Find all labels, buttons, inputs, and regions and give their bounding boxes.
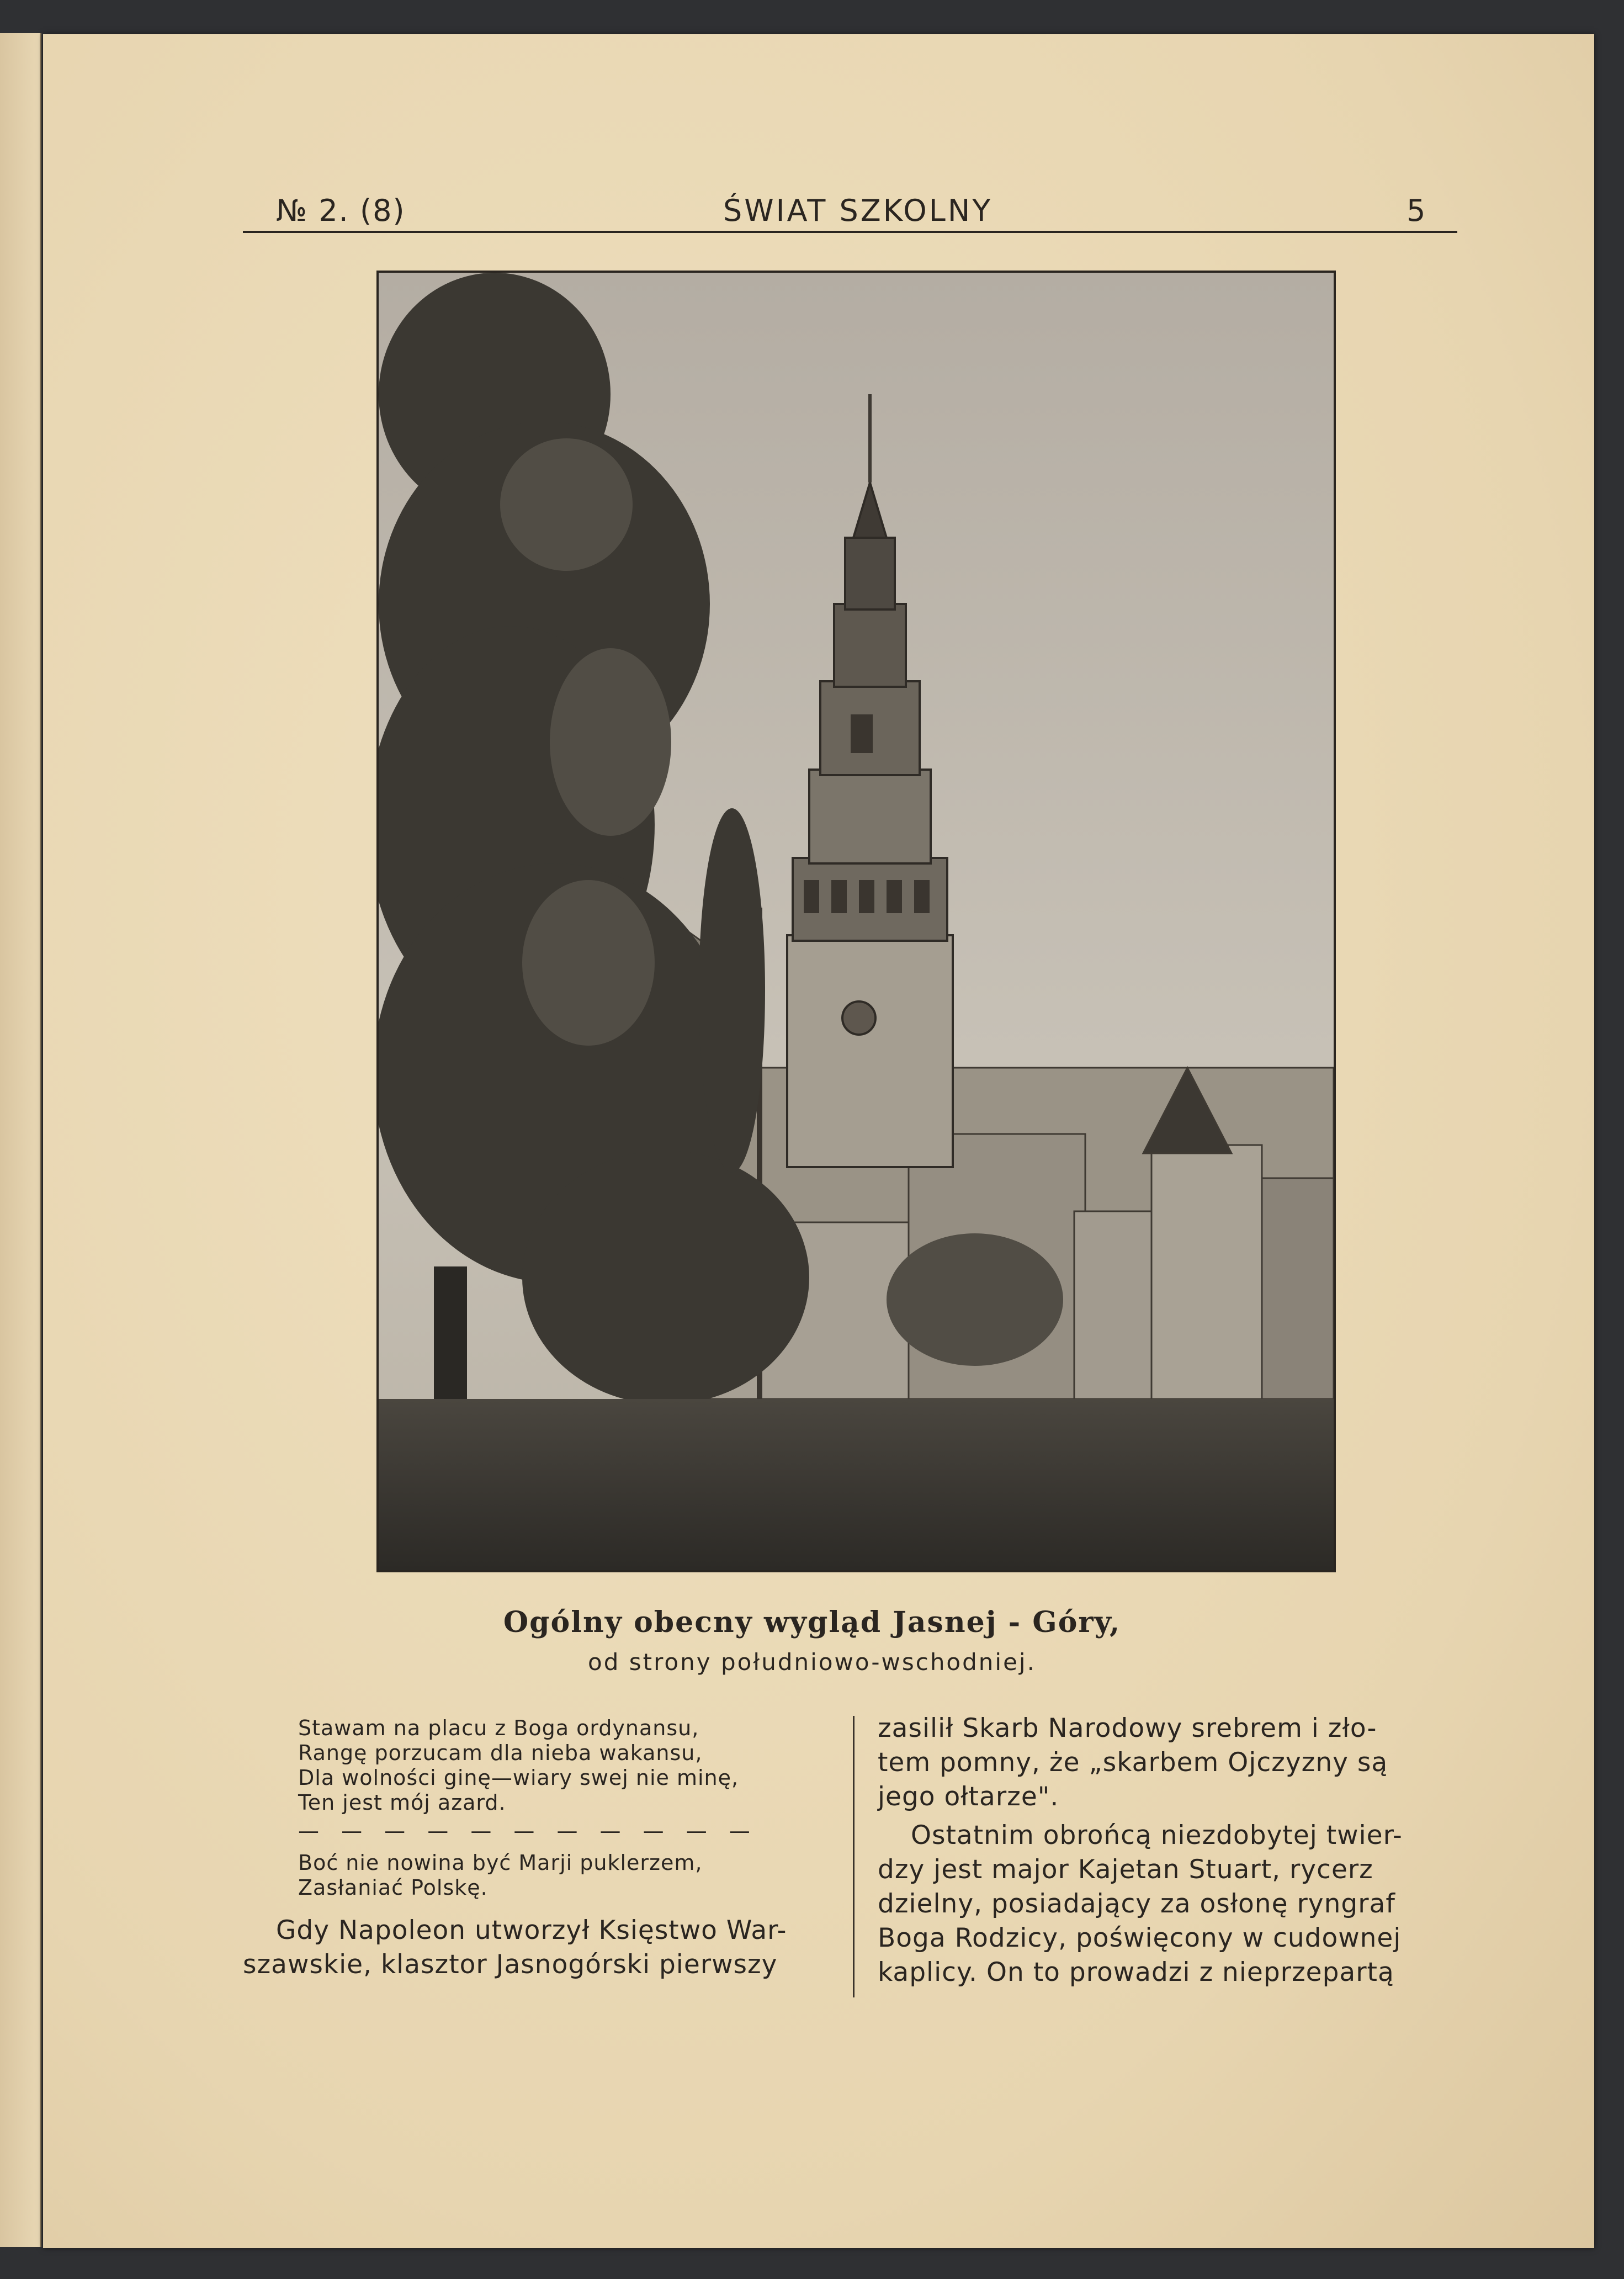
text-line: dzy jest major Kajetan Stuart, rycerz	[878, 1854, 1373, 1885]
text-line: jego ołtarze".	[878, 1782, 1059, 1812]
text-line: Gdy Napoleon utworzył Księstwo War-	[276, 1915, 787, 1946]
text-line: Ostatnim obrońcą niezdobytej twier-	[911, 1820, 1403, 1851]
paragraph-skarb	[878, 1711, 1471, 1814]
poem-line: Zasłaniać Polskę.	[298, 1875, 488, 1900]
poem-line: Boć nie nowina być Marji puklerzem,	[298, 1851, 703, 1875]
poem-line: Stawam na placu z Boga ordynansu,	[298, 1716, 699, 1740]
text-line: Boga Rodzicy, poświęcony w cudownej	[878, 1923, 1402, 1953]
right-column	[878, 1711, 1471, 1990]
text-line: zasilił Skarb Narodowy srebrem i zło-	[878, 1713, 1377, 1743]
photograph	[376, 271, 1336, 1572]
column-divider	[853, 1716, 855, 1997]
text-line: tem pomny, że „skarbem Ojczyzny są	[878, 1747, 1388, 1778]
poem-line: Rangę porzucam dla nieba wakansu,	[298, 1741, 703, 1765]
magazine-title: ŚWIAT SZKOLNY	[723, 193, 993, 228]
paragraph-napoleon	[243, 1914, 839, 1982]
caption-subtitle: od strony południowo-wschodniej.	[588, 1649, 1036, 1676]
poem-line: Dla wolności ginę—wiary swej nie minę,	[298, 1766, 739, 1790]
page-number: 5	[1407, 193, 1427, 228]
poem-line: Ten jest mój azard.	[298, 1790, 506, 1815]
dash-separator: — — — — — — — — — — —	[298, 1819, 758, 1843]
poem-stanza-2	[298, 1851, 839, 1900]
monastery-photo-illustration	[379, 273, 1334, 1570]
text-line: kaplicy. On to prowadzi z nieprzepartą	[878, 1957, 1394, 1988]
poem-stanza-1	[298, 1716, 839, 1815]
left-column	[243, 1716, 839, 1982]
paragraph-stuart	[878, 1819, 1471, 1990]
text-line: szawskie, klasztor Jasnogórski pierwszy	[243, 1949, 778, 1980]
text-line: dzielny, posiadający za osłonę ryngraf	[878, 1889, 1395, 1919]
caption-title: Ogólny obecny wygląd Jasnej - Góry,	[503, 1605, 1121, 1639]
issue-number: № 2. (8)	[276, 193, 406, 228]
left-page-edge	[0, 33, 41, 2247]
header-rule	[243, 231, 1457, 233]
